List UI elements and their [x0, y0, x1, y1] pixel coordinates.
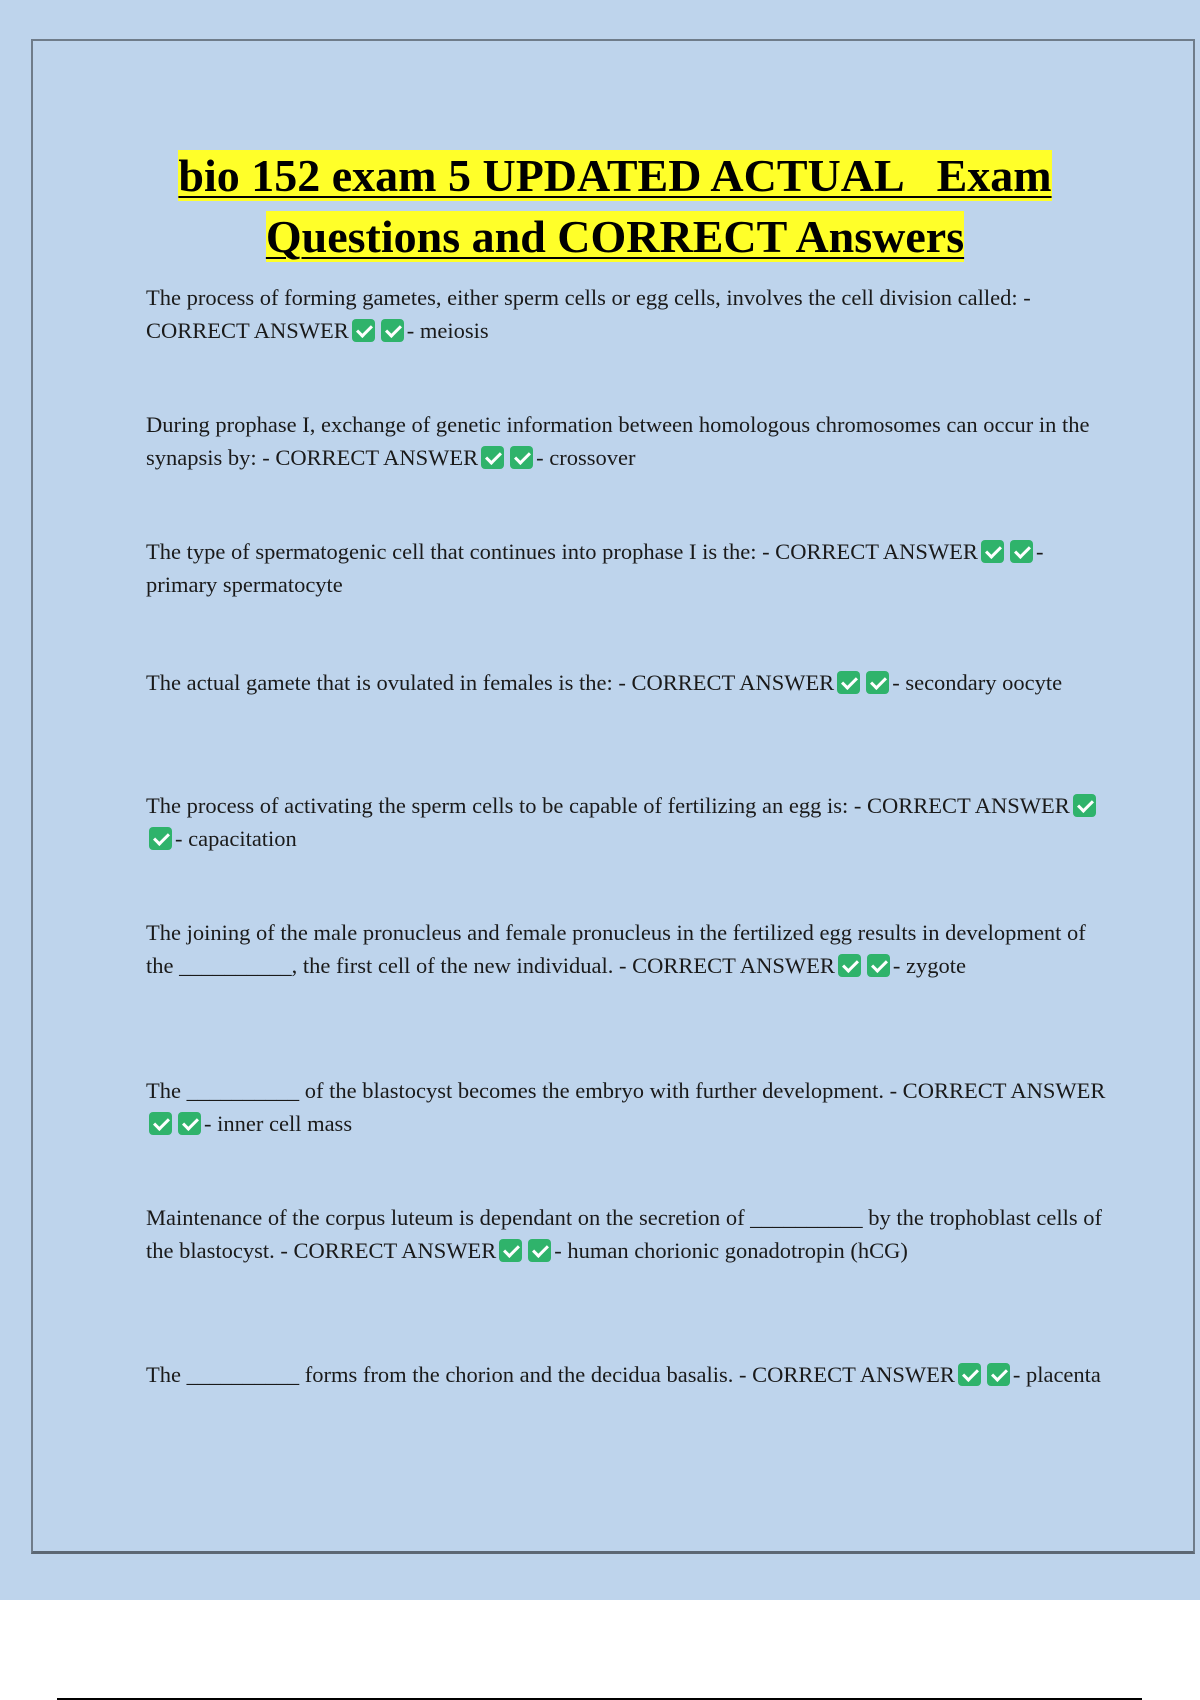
qa-item: [146, 916, 1106, 982]
qa-item: [146, 1358, 1106, 1391]
answer-text: - human chorionic gonadotropin (hCG): [554, 1238, 908, 1263]
green-check-icon: [352, 319, 375, 342]
green-check-icon: [381, 319, 404, 342]
answer-text: - inner cell mass: [204, 1111, 353, 1136]
answer-text: - zygote: [892, 953, 966, 978]
answer-text: - secondary oocyte: [892, 670, 1063, 695]
green-check-icon: [178, 1112, 201, 1135]
question-text: The joining of the male pronucleus and female pronucleus in the fertilized egg results in development of the __________, the first cell of the new individual. - CORRECT ANSWER: [146, 920, 1086, 978]
green-check-icon: [510, 446, 533, 469]
green-check-icon: [1010, 540, 1033, 563]
qa-item: [146, 666, 1106, 699]
answer-text: - primary spermatocyte: [146, 539, 1044, 597]
qa-item: [146, 281, 1106, 347]
green-check-icon: [528, 1239, 551, 1262]
question-text: The __________ of the blastocyst becomes the embryo with further development. - CORRECT ANSWER: [146, 1078, 1106, 1103]
green-check-icon: [149, 1112, 172, 1135]
question-text: The actual gamete that is ovulated in females is the: - CORRECT ANSWER: [146, 670, 835, 695]
green-check-icon: [838, 954, 861, 977]
green-check-icon: [149, 827, 172, 850]
question-text: Maintenance of the corpus luteum is dependant on the secretion of __________ by the trophoblast cells of the blastocyst. - CORRECT ANSWER: [146, 1205, 1103, 1263]
green-check-icon: [958, 1363, 981, 1386]
question-text: The __________ forms from the chorion and the decidua basalis. - CORRECT ANSWER: [146, 1362, 955, 1387]
green-check-icon: [481, 446, 504, 469]
answer-text: - meiosis: [406, 318, 489, 343]
question-text: The type of spermatogenic cell that continues into prophase I is the: - CORRECT ANSWER: [146, 539, 978, 564]
title-line-1: bio 152 exam 5 UPDATED ACTUAL Exam: [178, 150, 1052, 201]
qa-item: [146, 1074, 1106, 1140]
question-text: The process of activating the sperm cells to be capable of fertilizing an egg is: - CORRECT ANSWER: [146, 793, 1070, 818]
answer-text: - placenta: [1012, 1362, 1101, 1387]
answer-text: - capacitation: [175, 826, 297, 851]
green-check-icon: [981, 540, 1004, 563]
green-check-icon: [987, 1363, 1010, 1386]
title-line-2: Questions and CORRECT Answers: [265, 211, 965, 262]
green-check-icon: [866, 671, 889, 694]
qa-item: [146, 789, 1106, 855]
green-check-icon: [837, 671, 860, 694]
answer-text: - crossover: [536, 445, 636, 470]
question-text: The process of forming gametes, either sperm cells or egg cells, involves the cell division called: - CORRECT ANSWER: [146, 285, 1031, 343]
document-title: [0, 145, 1200, 267]
qa-item: [146, 535, 1106, 601]
question-text: During prophase I, exchange of genetic information between homologous chromosomes can occur in the synapsis by: - CORRECT ANSWER: [146, 412, 1090, 470]
green-check-icon: [867, 954, 890, 977]
qa-item: [146, 1201, 1106, 1267]
green-check-icon: [499, 1239, 522, 1262]
green-check-icon: [1073, 794, 1096, 817]
qa-item: [146, 408, 1106, 474]
